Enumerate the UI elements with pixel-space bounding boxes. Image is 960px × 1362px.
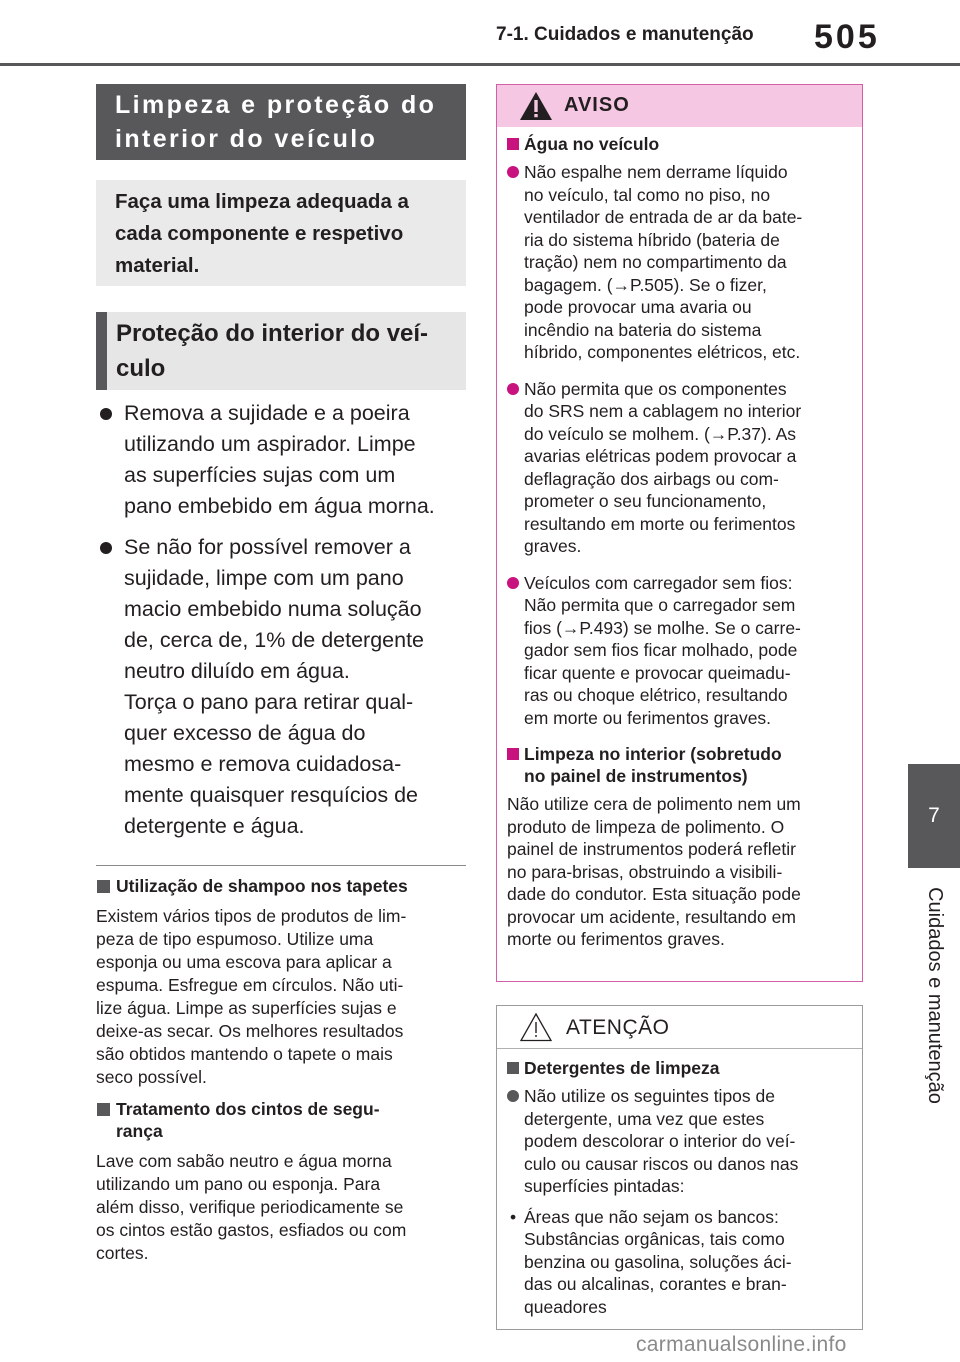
item-line: deflagração dos airbags ou com- bbox=[524, 468, 779, 489]
square-bullet-icon bbox=[97, 880, 110, 893]
bullet-line: sujidade, limpe com um pano bbox=[124, 566, 404, 590]
circle-bullet-icon bbox=[507, 166, 519, 178]
body-line: Existem vários tipos de produtos de lim- bbox=[96, 906, 407, 926]
item-line: ria do sistema híbrido (bateria de bbox=[524, 229, 780, 250]
sub-item-line: benzina ou gasolina, soluções áci- bbox=[524, 1251, 792, 1272]
chapter-label: Cuidados e manutenção bbox=[923, 886, 946, 1104]
bullet-line: mente quaisquer resquícios de bbox=[124, 783, 419, 807]
caution-item bbox=[507, 1085, 853, 1198]
chapter-side-label bbox=[908, 870, 960, 1120]
bullet-line: as superfícies sujas com um bbox=[124, 463, 396, 487]
section-heading bbox=[96, 875, 466, 897]
item-line: prometer o seu funcionamento, bbox=[524, 491, 767, 511]
sub-item-line: das ou alcalinas, corantes e bran- bbox=[524, 1274, 787, 1294]
topic-title-line: Limpeza e proteção do bbox=[115, 91, 437, 119]
item-line: no veículo, tal como no piso, no bbox=[524, 184, 771, 205]
body-line: além disso, verifique periodicamente se bbox=[96, 1197, 404, 1217]
caution-header bbox=[497, 1006, 862, 1049]
sub-item-line: queadores bbox=[524, 1296, 607, 1317]
paragraph-line: morte ou ferimentos graves. bbox=[507, 929, 725, 949]
caution-triangle-icon bbox=[519, 1012, 553, 1042]
body-line: espuma. Esfregue em círculos. Não uti- bbox=[96, 975, 404, 995]
section-heading bbox=[96, 1098, 466, 1142]
warning-item bbox=[507, 161, 853, 364]
section-heading-line: Tratamento dos cintos de segu- bbox=[116, 1099, 380, 1119]
bullet-item bbox=[96, 532, 466, 842]
body-line: os cintos estão gastos, esfiados ou com bbox=[96, 1220, 407, 1240]
bullet-line: Remova a sujidade e a poeira bbox=[124, 401, 410, 425]
warning-paragraph bbox=[507, 793, 853, 951]
bullet-line: detergente e água. bbox=[124, 814, 305, 838]
paragraph-line: dade do condutor. Esta situação pode bbox=[507, 884, 801, 904]
circle-bullet-icon bbox=[507, 577, 519, 589]
body-line: Lave com sabão neutro e água morna bbox=[96, 1151, 392, 1171]
body-line: são obtidos mantendo o tapete o mais bbox=[96, 1044, 393, 1064]
header-divider bbox=[0, 63, 960, 66]
item-line: fios (→P.493) se molhe. Se o carre- bbox=[524, 617, 801, 638]
bullet-line: Se não for possível remover a bbox=[124, 535, 411, 559]
item-line: culo ou causar riscos ou danos nas bbox=[524, 1153, 799, 1174]
subtopic-heading bbox=[96, 312, 466, 390]
body-line: peza de tipo espumoso. Utilize uma bbox=[96, 929, 374, 949]
page-number: 505 bbox=[814, 18, 880, 56]
intro-line: cada componente e respetivo bbox=[115, 222, 404, 245]
item-line: Não espalhe nem derrame líquido bbox=[524, 162, 788, 182]
item-line: Não permita que os componentes bbox=[524, 378, 787, 399]
caution-subheading bbox=[507, 1057, 853, 1079]
caution-body bbox=[497, 1049, 862, 1318]
topic-title-line: interior do veículo bbox=[115, 125, 378, 153]
item-line: bagagem. (→P.505). Se o fizer, bbox=[524, 274, 767, 295]
square-bullet-icon bbox=[97, 1103, 110, 1116]
square-bullet-icon bbox=[507, 138, 519, 150]
subheading-line: no painel de instrumentos) bbox=[524, 766, 748, 786]
body-line: lize água. Limpe as superfícies sujas e bbox=[96, 998, 397, 1018]
bullet-dot-icon bbox=[100, 542, 112, 554]
small-bullet-icon: • bbox=[510, 1206, 517, 1227]
chapter-tab bbox=[908, 764, 960, 868]
item-line: ras ou choque elétrico, resultando bbox=[524, 685, 788, 705]
item-line: híbrido, componentes elétricos, etc. bbox=[524, 342, 801, 362]
subheading-line: Água no veículo bbox=[524, 134, 660, 154]
section-body bbox=[96, 905, 466, 1089]
item-line: detergente, uma vez que estes bbox=[524, 1108, 765, 1129]
bullet-line: Torça o pano para retirar qual- bbox=[124, 690, 414, 714]
item-line: tração) nem no compartimento da bbox=[524, 252, 787, 272]
body-line: utilizando um pano ou esponja. Para bbox=[96, 1174, 381, 1194]
item-line: superfícies pintadas: bbox=[524, 1176, 685, 1196]
body-line: esponja ou uma escova para aplicar a bbox=[96, 952, 392, 972]
intro-line: Faça uma limpeza adequada a bbox=[115, 190, 409, 213]
caution-sub-item bbox=[507, 1206, 853, 1319]
paragraph-line: provocar um acidente, resultando em bbox=[507, 906, 796, 927]
warning-title: AVISO bbox=[564, 94, 630, 116]
subtopic-line: Proteção do interior do veí- bbox=[116, 320, 429, 347]
shampoo-section bbox=[96, 875, 466, 1089]
item-line: Não utilize os seguintes tipos de bbox=[524, 1086, 775, 1106]
paragraph-line: no para-brisas, obstruindo a visibili- bbox=[507, 861, 783, 882]
warning-subheading bbox=[507, 743, 853, 787]
item-line: ficar quente e provocar queimadu- bbox=[524, 662, 791, 683]
warning-box bbox=[496, 84, 863, 982]
paragraph-line: produto de limpeza de polimento. O bbox=[507, 816, 785, 837]
item-line: gador sem fios ficar molhado, pode bbox=[524, 640, 798, 660]
section-title: 7-1. Cuidados e manutenção bbox=[496, 24, 754, 45]
bullet-line: de, cerca de, 1% de detergente bbox=[124, 628, 425, 652]
circle-bullet-icon bbox=[507, 1090, 519, 1102]
item-line: do veículo se molhem. (→P.37). As bbox=[524, 423, 797, 444]
subheading-line: Detergentes de limpeza bbox=[524, 1058, 720, 1078]
item-line: avarias elétricas podem provocar a bbox=[524, 446, 797, 466]
caution-title: ATENÇÃO bbox=[566, 1016, 670, 1039]
item-line: resultando em morte ou ferimentos bbox=[524, 513, 796, 534]
bullet-line: neutro diluído em água. bbox=[124, 659, 350, 683]
item-line: em morte ou ferimentos graves. bbox=[524, 707, 772, 728]
circle-bullet-icon bbox=[507, 383, 519, 395]
intro-box bbox=[96, 180, 466, 286]
bullet-line: quer excesso de água do bbox=[124, 721, 366, 745]
bullet-line: macio embebido numa solução bbox=[124, 597, 422, 621]
subtopic-line: culo bbox=[116, 355, 166, 382]
sub-item-line: Áreas que não sejam os bancos: bbox=[524, 1206, 779, 1227]
item-line: do SRS nem a cablagem no interior bbox=[524, 401, 802, 421]
bullet-line: mesmo e remova cuidadosa- bbox=[124, 752, 402, 776]
body-line: deixe-as secar. Os melhores resultados bbox=[96, 1021, 404, 1041]
section-heading-line: Utilização de shampoo nos tapetes bbox=[116, 876, 408, 896]
bullet-dot-icon bbox=[100, 408, 112, 420]
section-heading-line: rança bbox=[116, 1121, 163, 1141]
section-divider bbox=[96, 865, 466, 866]
seatbelt-section bbox=[96, 1098, 466, 1265]
chapter-number: 7 bbox=[928, 804, 940, 827]
body-line: cortes. bbox=[96, 1243, 149, 1263]
square-bullet-icon bbox=[507, 748, 519, 760]
body-line: seco possível. bbox=[96, 1067, 207, 1087]
item-line: graves. bbox=[524, 536, 582, 556]
warning-subheading bbox=[507, 133, 853, 155]
topic-title-box bbox=[96, 84, 466, 160]
square-bullet-icon bbox=[507, 1062, 519, 1074]
bullet-line: pano embebido em água morna. bbox=[124, 494, 435, 518]
warning-item bbox=[507, 378, 853, 558]
paragraph-line: painel de instrumentos poderá refletir bbox=[507, 839, 796, 859]
item-line: ventilador de entrada de ar da bate- bbox=[524, 207, 803, 227]
paragraph-line: Não utilize cera de polimento nem um bbox=[507, 794, 801, 814]
bullet-item bbox=[96, 398, 466, 522]
bullet-line: utilizando um aspirador. Limpe bbox=[124, 432, 416, 456]
item-line: Veículos com carregador sem fios: bbox=[524, 572, 793, 593]
warning-header bbox=[497, 85, 862, 127]
caution-box bbox=[496, 1005, 863, 1330]
warning-triangle-icon bbox=[519, 91, 553, 121]
watermark: carmanualsonline.info bbox=[636, 1333, 847, 1356]
intro-line: material. bbox=[115, 254, 200, 277]
item-line: Não permita que o carregador sem bbox=[524, 595, 796, 615]
warning-item bbox=[507, 572, 853, 730]
item-line: pode provocar uma avaria ou bbox=[524, 297, 752, 317]
warning-body bbox=[497, 127, 862, 951]
sub-item-line: Substâncias orgânicas, tais como bbox=[524, 1229, 785, 1249]
bullet-list bbox=[96, 398, 466, 852]
item-line: incêndio na bateria do sistema bbox=[524, 319, 762, 340]
section-body bbox=[96, 1150, 466, 1265]
item-line: podem descolorar o interior do veí- bbox=[524, 1131, 796, 1151]
subheading-line: Limpeza no interior (sobretudo bbox=[524, 744, 782, 764]
